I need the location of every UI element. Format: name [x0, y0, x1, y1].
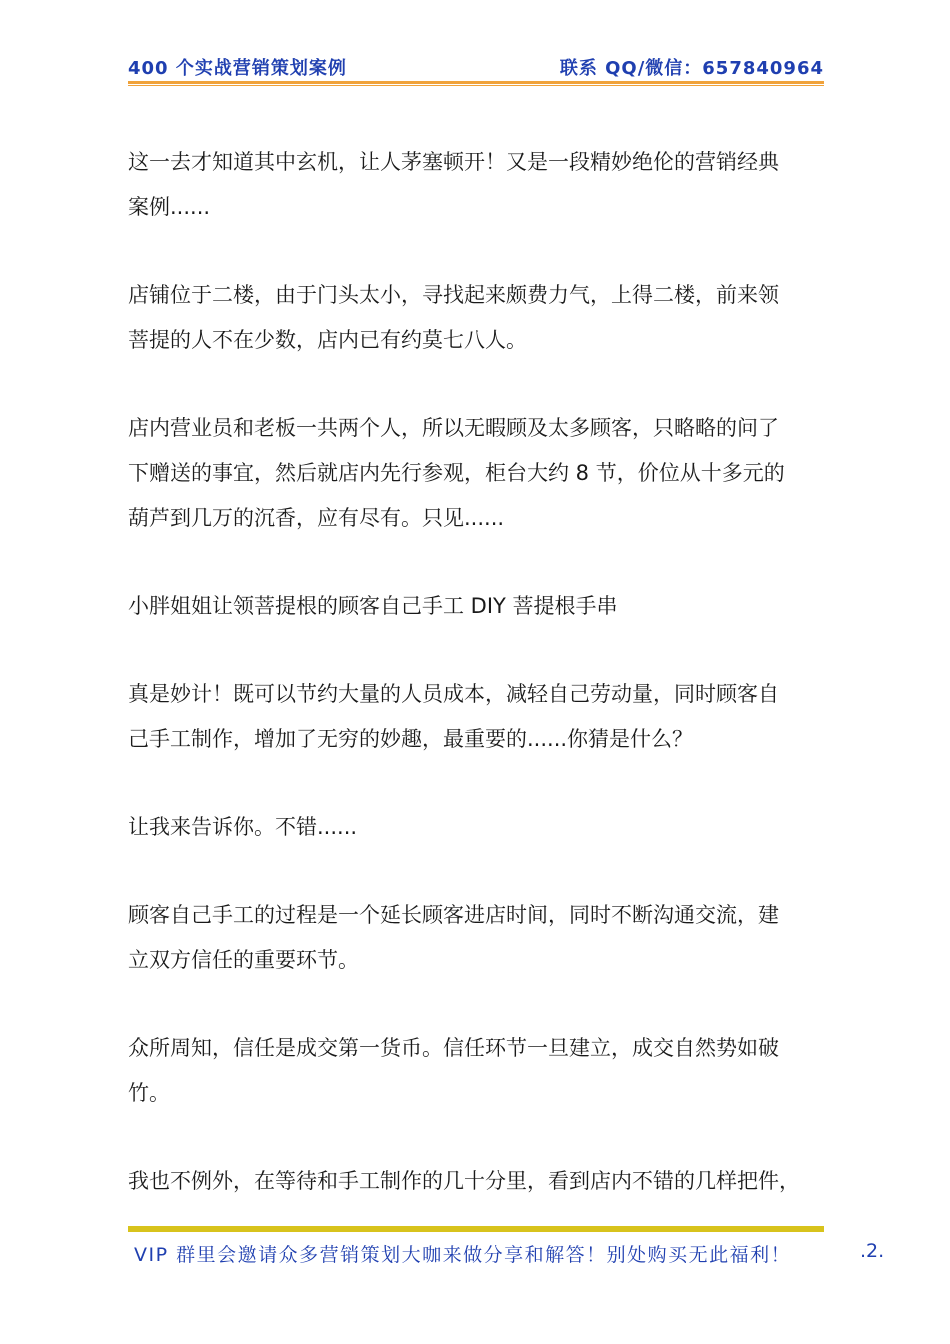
page-number: .2.	[860, 1240, 885, 1262]
paragraph: 我也不例外，在等待和手工制作的几十分里，看到店内不错的几样把件，	[128, 1169, 800, 1193]
paragraph: 小胖姐姐让领菩提根的顾客自己手工 DIY 菩提根手串	[128, 594, 618, 618]
paragraph: 让我来告诉你。不错......	[128, 815, 358, 839]
document-body	[128, 140, 828, 1247]
header-title: 400 个实战营销策划案例	[128, 58, 347, 79]
paragraph: 众所周知，信任是成交第一货币。信任环节一旦建立，成交自然势如破 竹。	[128, 1036, 779, 1105]
paragraph: 店铺位于二楼，由于门头太小，寻找起来颇费力气，上得二楼，前来领 菩提的人不在少数，店内已有约莫七八人。	[128, 283, 779, 352]
footer-promo: VIP 群里会邀请众多营销策划大咖来做分享和解答！别处购买无此福利！	[134, 1244, 792, 1266]
page-header	[128, 52, 824, 84]
paragraph: 店内营业员和老板一共两个人，所以无暇顾及太多顾客，只略略的问了 下赠送的事宜，然后就店内先行参观，柜台大约 8 节，价位从十多元的 葫芦到几万的沉香，应有尽有。只见......	[128, 416, 785, 530]
paragraph: 真是妙计！既可以节约大量的人员成本，减轻自己劳动量，同时顾客自 己手工制作，增加了无穷的妙趣，最重要的......你猜是什么？	[128, 682, 779, 751]
paragraph: 这一去才知道其中玄机，让人茅塞顿开！又是一段精妙绝伦的营销经典 案例......	[128, 150, 779, 219]
header-divider	[128, 81, 824, 84]
footer-divider	[128, 1226, 824, 1232]
header-contact: 联系 QQ/微信：657840964	[559, 58, 824, 79]
paragraph: 顾客自己手工的过程是一个延长顾客进店时间，同时不断沟通交流，建 立双方信任的重要环节。	[128, 903, 779, 972]
header-divider-thin	[128, 85, 824, 86]
